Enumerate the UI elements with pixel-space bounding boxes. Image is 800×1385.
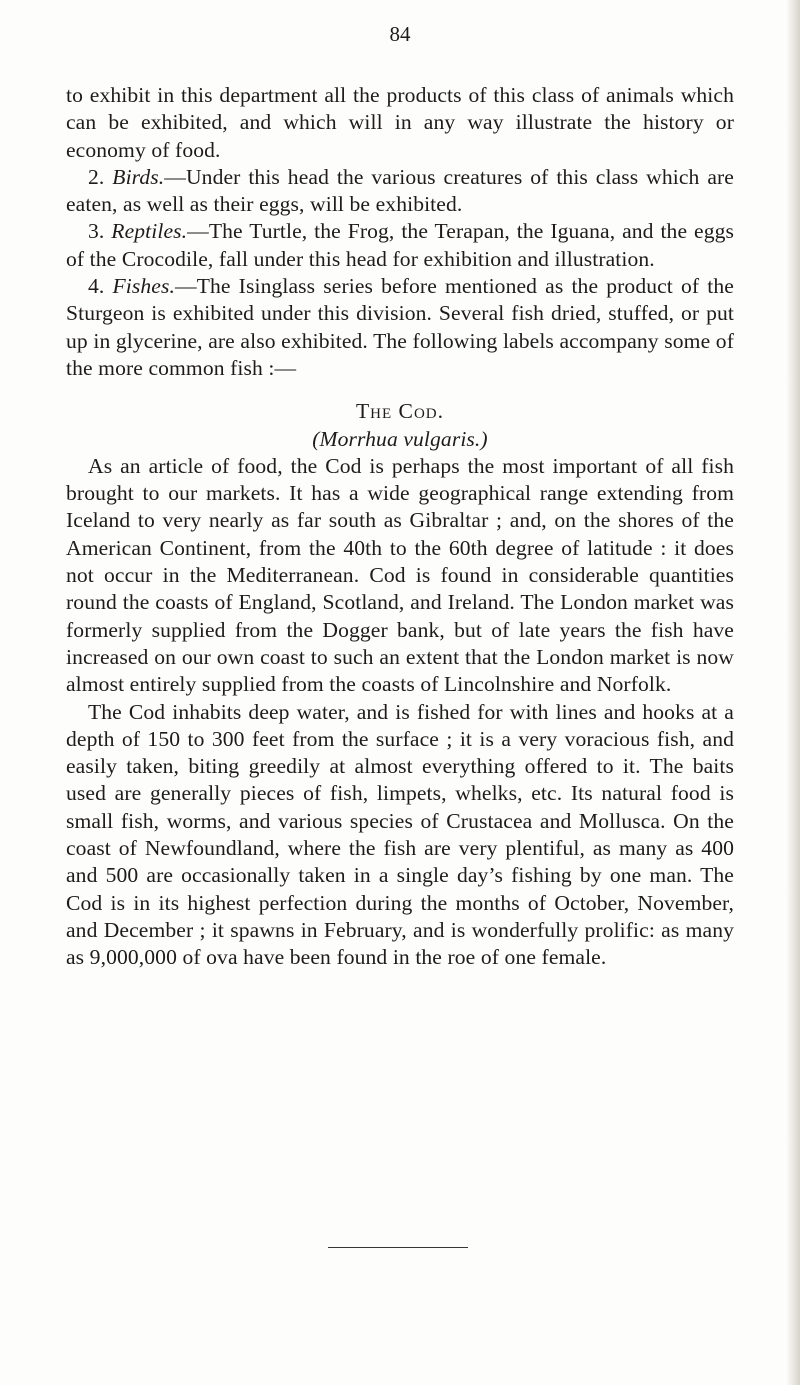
section-divider-rule bbox=[328, 1247, 468, 1248]
heading-the-cod: The Cod. bbox=[355, 399, 445, 424]
section-title-reptiles: Reptiles. bbox=[111, 219, 188, 244]
paragraph-cod-food: As an article of food, the Cod is perhaps the most important of all fish brought to our markets. It has a wide geographical range extending from Iceland to very nearly as far south as Gibraltar ; and, on the shores of the American Continent, from the 40th to the 60th degree of latitude : it does not occur in the Mediterranean. Cod is found in considerable quantities round the coasts of England, Scotland, and Ireland. The London market was formerly supplied from the Dogger bank, but of late years the fish have increased on our own coast to such an extent that the London market is now almost entirely supplied from the coasts of Lincolnshire and Norfolk. bbox=[66, 453, 734, 697]
paragraph-number: 4. bbox=[88, 274, 113, 299]
body-text bbox=[66, 82, 734, 972]
page-number: 84 bbox=[389, 22, 411, 46]
paragraph-number: 2. bbox=[88, 164, 113, 189]
section-title-birds: Birds. bbox=[112, 164, 165, 189]
section-title-fishes: Fishes. bbox=[112, 274, 175, 299]
paragraph-reptiles bbox=[66, 218, 734, 273]
paragraph-cod-habitat: The Cod inhabits deep water, and is fished for with lines and hooks at a depth of 150 to 300 feet from the surface ; it is a very voracious fish, and easily taken, biting greedily at almost everything offered to it. The baits used are generally pieces of fish, limpets, whelks, etc. Its natural food is small fish, worms, and various species of Crustacea and Mollusca. On the coast of Newfoundland, where the fish are very plentiful, as many as 400 and 500 are occasionally taken in a single day’s fishing by one man. The Cod is in its highest perfection during the months of October, November, and December ; it spawns in February, and is wonderfully prolific: as many as 9,000,000 of ova have been found in the roe of one female. bbox=[66, 699, 734, 970]
latin-name: (Morrhua vulgaris.) bbox=[312, 426, 488, 451]
paragraph-text: —The Isinglass series before mentioned as the product of the Sturgeon is exhibited under this division. Several fish dried, stuffed, or put up in glycerine, are also exhibited. The following labels accompany some of the more common fish :— bbox=[66, 274, 734, 380]
paragraph-intro-continuation: to exhibit in this department all the products of this class of animals which can be exhibited, and which will in any way illustrate the history or economy of food. bbox=[66, 83, 734, 162]
paragraph-number: 3. bbox=[88, 219, 112, 244]
paragraph-birds bbox=[66, 164, 734, 219]
paragraph-text: —Under this head the various creatures of this class which are eaten, as well as their eggs, will be exhibited. bbox=[66, 164, 734, 217]
page-edge-shadow bbox=[786, 0, 800, 1385]
paragraph-fishes bbox=[66, 273, 734, 382]
paragraph-text: —The Turtle, the Frog, the Terapan, the Iguana, and the eggs of the Crocodile, fall under this head for exhibition and illustration. bbox=[66, 219, 734, 271]
